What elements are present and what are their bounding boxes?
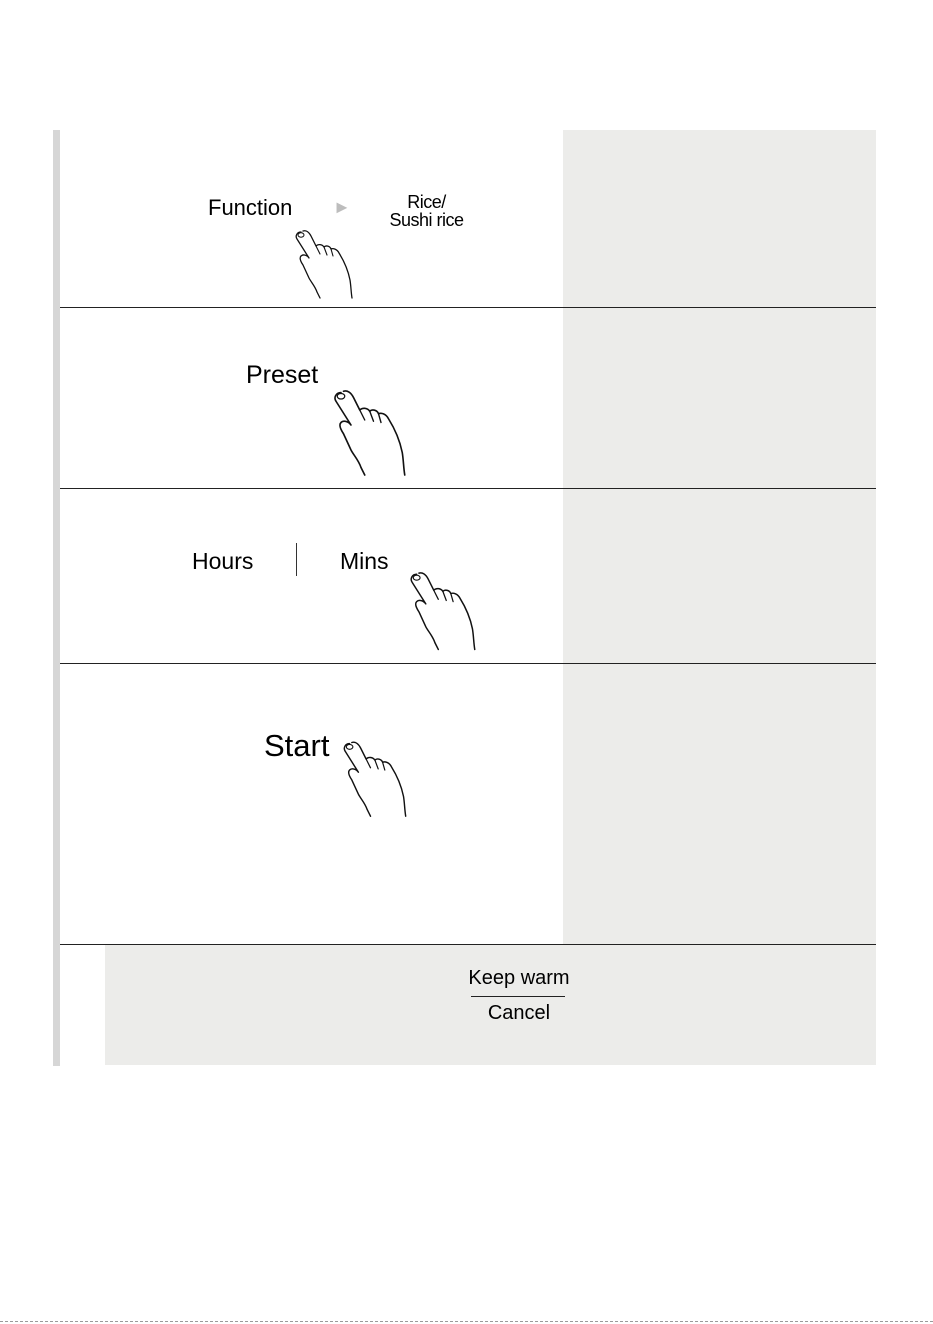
hours-mins-separator — [296, 543, 297, 576]
row-divider-2 — [60, 488, 876, 489]
keep-warm-button-label[interactable]: Keep warm — [468, 967, 570, 989]
start-button-label[interactable]: Start — [264, 728, 330, 763]
rice-label-line1: Rice/ — [407, 192, 446, 212]
rice-label-line2: Sushi rice — [389, 210, 464, 230]
row-divider-3 — [60, 663, 876, 664]
hours-button-label[interactable]: Hours — [192, 548, 254, 574]
row-divider-1 — [60, 307, 876, 308]
page-bottom-dashed-rule — [0, 1321, 933, 1322]
hand-pointer-icon — [292, 230, 358, 302]
right-arrow-icon: ► — [333, 197, 351, 217]
mins-button-label[interactable]: Mins — [340, 548, 389, 574]
row-divider-4 — [60, 944, 876, 945]
keep-warm-cancel-divider — [471, 996, 565, 997]
left-margin-bar — [53, 130, 60, 1066]
cancel-button-label[interactable]: Cancel — [487, 1002, 551, 1024]
function-button-label[interactable]: Function — [208, 195, 293, 220]
rice-sushi-button-label[interactable] — [388, 193, 465, 229]
hand-pointer-icon — [330, 390, 412, 480]
notes-column-shade — [563, 130, 876, 944]
hand-pointer-icon — [343, 741, 409, 821]
hand-pointer-icon — [406, 572, 482, 654]
preset-button-label[interactable]: Preset — [246, 361, 319, 389]
